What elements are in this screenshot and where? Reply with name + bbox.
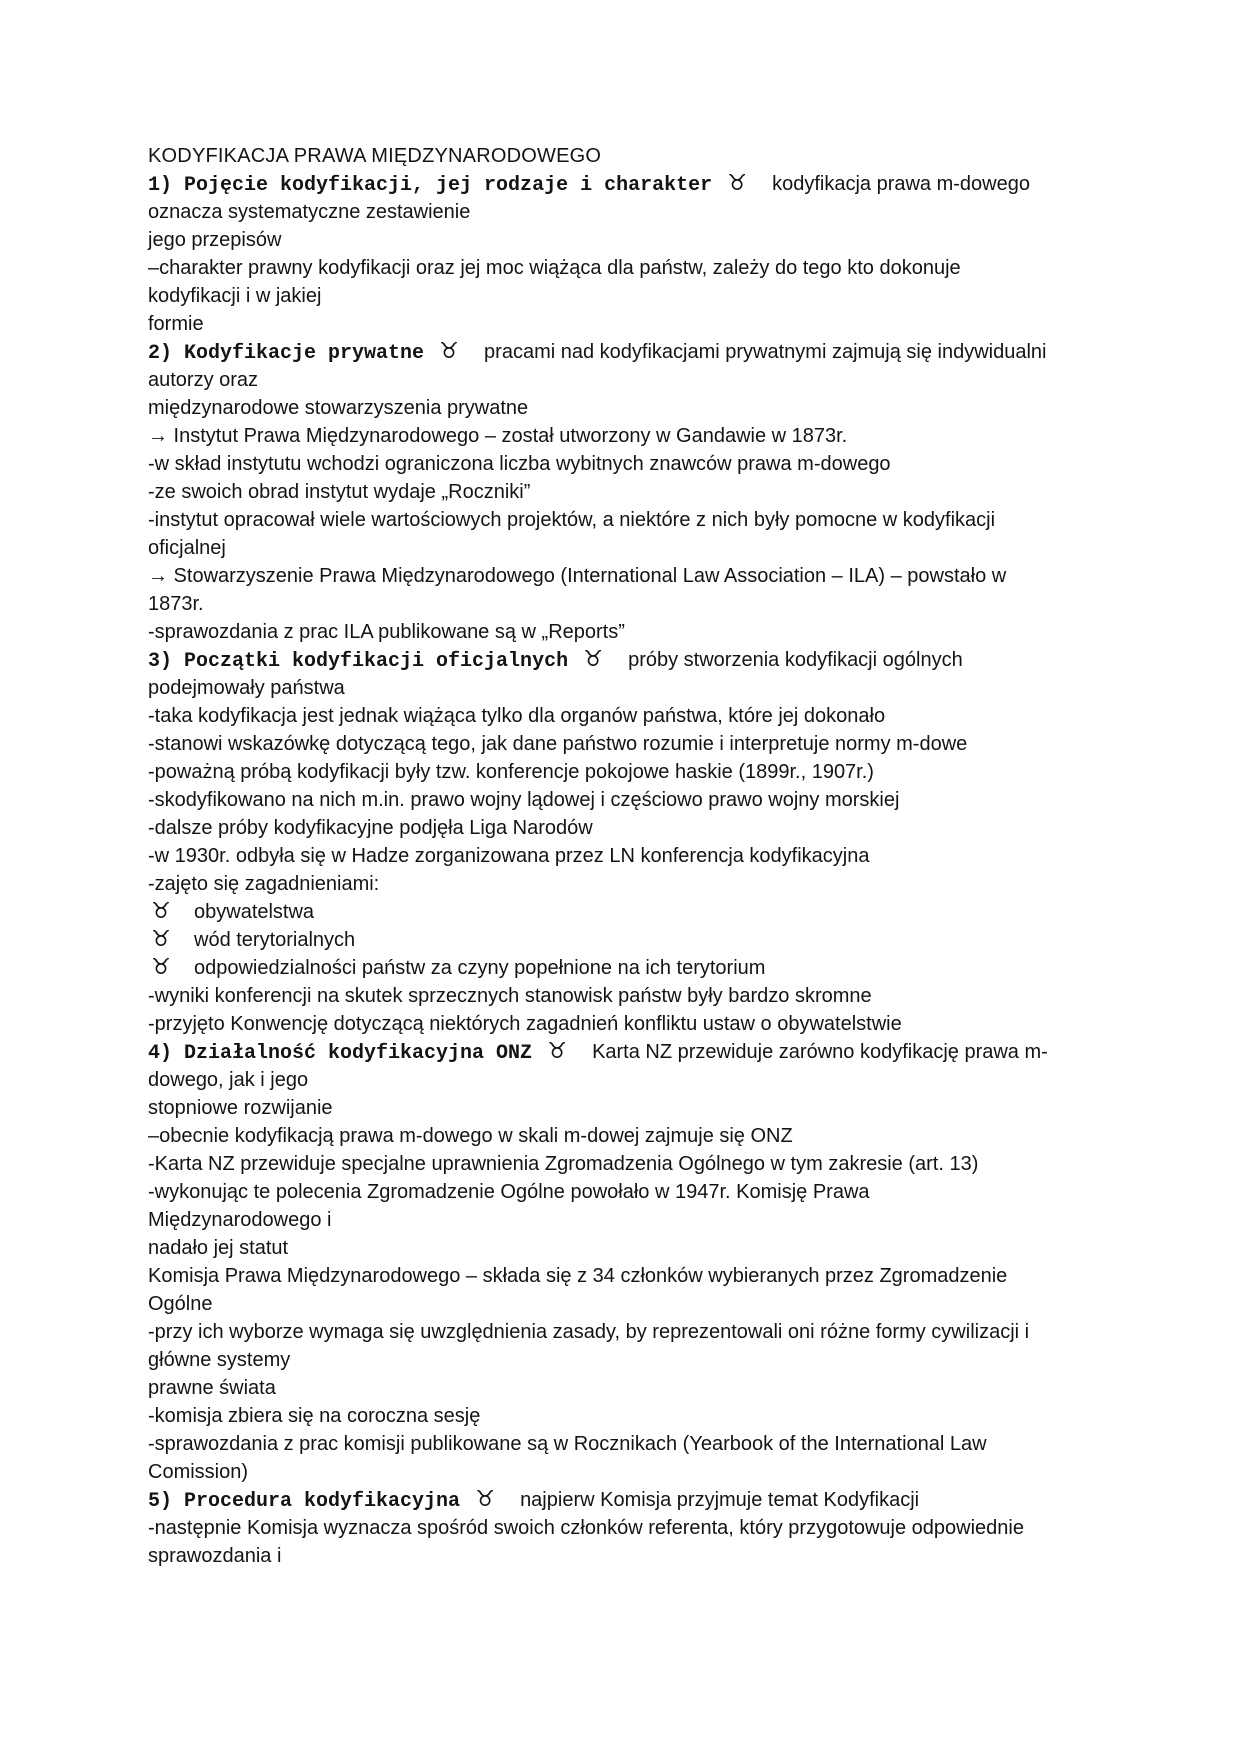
taurus-bullet-icon: ♉ [151,955,171,980]
text-line: formie [148,313,204,335]
taurus-icon: ♉ [547,1039,567,1064]
section-1-first-text: kodyfikacja prawa m-dowego [772,173,1030,195]
taurus-icon: ♉ [439,339,459,364]
section-1-heading-line [148,170,1088,198]
text-line: -poważną próbą kodyfikacji były tzw. konferencje pokojowe haskie (1899r., 1907r.) [148,761,874,783]
taurus-icon: ♉ [475,1487,495,1512]
bullet-text: odpowiedzialności państw za czyny popełnione na ich terytorium [194,957,766,979]
section-4-first-text: Karta NZ przewiduje zarówno kodyfikację prawa m- [592,1041,1048,1063]
text-line: -sprawozdania z prac ILA publikowane są w „Reports” [148,621,625,643]
text-line: Ogólne [148,1293,213,1315]
text-line: -w skład instytutu wchodzi ograniczona liczba wybitnych znawców prawa m-dowego [148,453,891,475]
text-line: 1873r. [148,593,204,615]
bullet-item [148,898,1088,926]
text-line: -w 1930r. odbyła się w Hadze zorganizowana przez LN konferencja kodyfikacyjna [148,845,870,867]
text-line: podejmowały państwa [148,677,345,699]
section-1-heading: 1) Pojęcie kodyfikacji, jej rodzaje i charakter [148,174,713,197]
text-line: Komisja Prawa Międzynarodowego – składa się z 34 członków wybieranych przez Zgromadzenie [148,1265,1008,1287]
text-line: –charakter prawny kodyfikacji oraz jej moc wiążąca dla państw, zależy do tego kto dokonuje [148,257,961,279]
text-line: -wykonując te polecenia Zgromadzenie Ogólne powołało w 1947r. Komisję Prawa [148,1181,870,1203]
section-4-heading: 4) Działalność kodyfikacyjna ONZ [148,1042,533,1065]
document-page [148,142,1088,1570]
text-line: -przyjęto Konwencję dotyczącą niektórych zagadnień konfliktu ustaw o obywatelstwie [148,1013,902,1035]
section-5-heading: 5) Procedura kodyfikacyjna [148,1490,461,1513]
text-line: -wyniki konferencji na skutek sprzecznych stanowisk państw były bardzo skromne [148,985,872,1007]
bullet-item [148,954,1088,982]
text-line: -zajęto się zagadnieniami: [148,873,380,895]
text-line: sprawozdania i [148,1545,282,1567]
text-line: -dalsze próby kodyfikacyjne podjęła Liga Narodów [148,817,593,839]
text-line: → Stowarzyszenie Prawa Międzynarodowego (International Law Association – ILA) – powstało w [148,565,1007,587]
taurus-bullet-icon: ♉ [151,927,171,952]
text-line: -instytut opracował wiele wartościowych projektów, a niektóre z nich były pomocne w kodyfikacji [148,509,996,531]
text-line: międzynarodowe stowarzyszenia prywatne [148,397,529,419]
text-line: prawne świata [148,1377,276,1399]
text-line: Międzynarodowego i [148,1209,332,1231]
text-line: oficjalnej [148,537,226,559]
text-line: -ze swoich obrad instytut wydaje „Roczniki” [148,481,531,503]
text-line: Comission) [148,1461,249,1483]
text-line: dowego, jak i jego [148,1069,309,1091]
text-line: → Instytut Prawa Międzynarodowego – został utworzony w Gandawie w 1873r. [148,425,848,447]
section-3-heading: 3) Początki kodyfikacji oficjalnych [148,650,569,673]
document-title: KODYFIKACJA PRAWA MIĘDZYNARODOWEGO [148,145,602,167]
text-line: kodyfikacji i w jakiej [148,285,322,307]
text-line: -taka kodyfikacja jest jednak wiążąca tylko dla organów państwa, które jej dokonało [148,705,886,727]
text-line: -przy ich wyborze wymaga się uwzględnienia zasady, by reprezentowali oni różne formy cywilizacji i [148,1321,1030,1343]
text-line: oznacza systematyczne zestawienie [148,201,471,223]
text-line: -sprawozdania z prac komisji publikowane są w Rocznikach (Yearbook of the International Law [148,1433,987,1455]
text-line: -następnie Komisja wyznacza spośród swoich członków referenta, który przygotowuje odpowiednie [148,1517,1024,1539]
text-line: główne systemy [148,1349,291,1371]
section-3-first-text: próby stworzenia kodyfikacji ogólnych [628,649,963,671]
text-line: jego przepisów [148,229,282,251]
text-line: -stanowi wskazówkę dotyczącą tego, jak dane państwo rozumie i interpretuje normy m-dowe [148,733,968,755]
text-line: -skodyfikowano na nich m.in. prawo wojny lądowej i częściowo prawo wojny morskiej [148,789,900,811]
taurus-icon: ♉ [727,171,747,196]
text-line: nadało jej statut [148,1237,289,1259]
bullet-text: obywatelstwa [194,901,315,923]
text-line: autorzy oraz [148,369,259,391]
taurus-icon: ♉ [583,647,603,672]
bullet-text: wód terytorialnych [194,929,356,951]
section-4-heading-line [148,1038,1088,1066]
text-line: -komisja zbiera się na coroczna sesję [148,1405,481,1427]
section-2-heading: 2) Kodyfikacje prywatne [148,342,425,365]
section-2-heading-line [148,338,1088,366]
taurus-bullet-icon: ♉ [151,899,171,924]
text-line: -Karta NZ przewiduje specjalne uprawnienia Zgromadzenia Ogólnego w tym zakresie (art. 13) [148,1153,979,1175]
text-line: stopniowe rozwijanie [148,1097,333,1119]
section-3-heading-line [148,646,1088,674]
section-2-first-text: pracami nad kodyfikacjami prywatnymi zajmują się indywidualni [484,341,1047,363]
bullet-item [148,926,1088,954]
section-5-first-text: najpierw Komisja przyjmuje temat Kodyfikacji [520,1489,920,1511]
section-5-heading-line [148,1486,1088,1514]
text-line: –obecnie kodyfikacją prawa m-dowego w skali m-dowej zajmuje się ONZ [148,1125,793,1147]
